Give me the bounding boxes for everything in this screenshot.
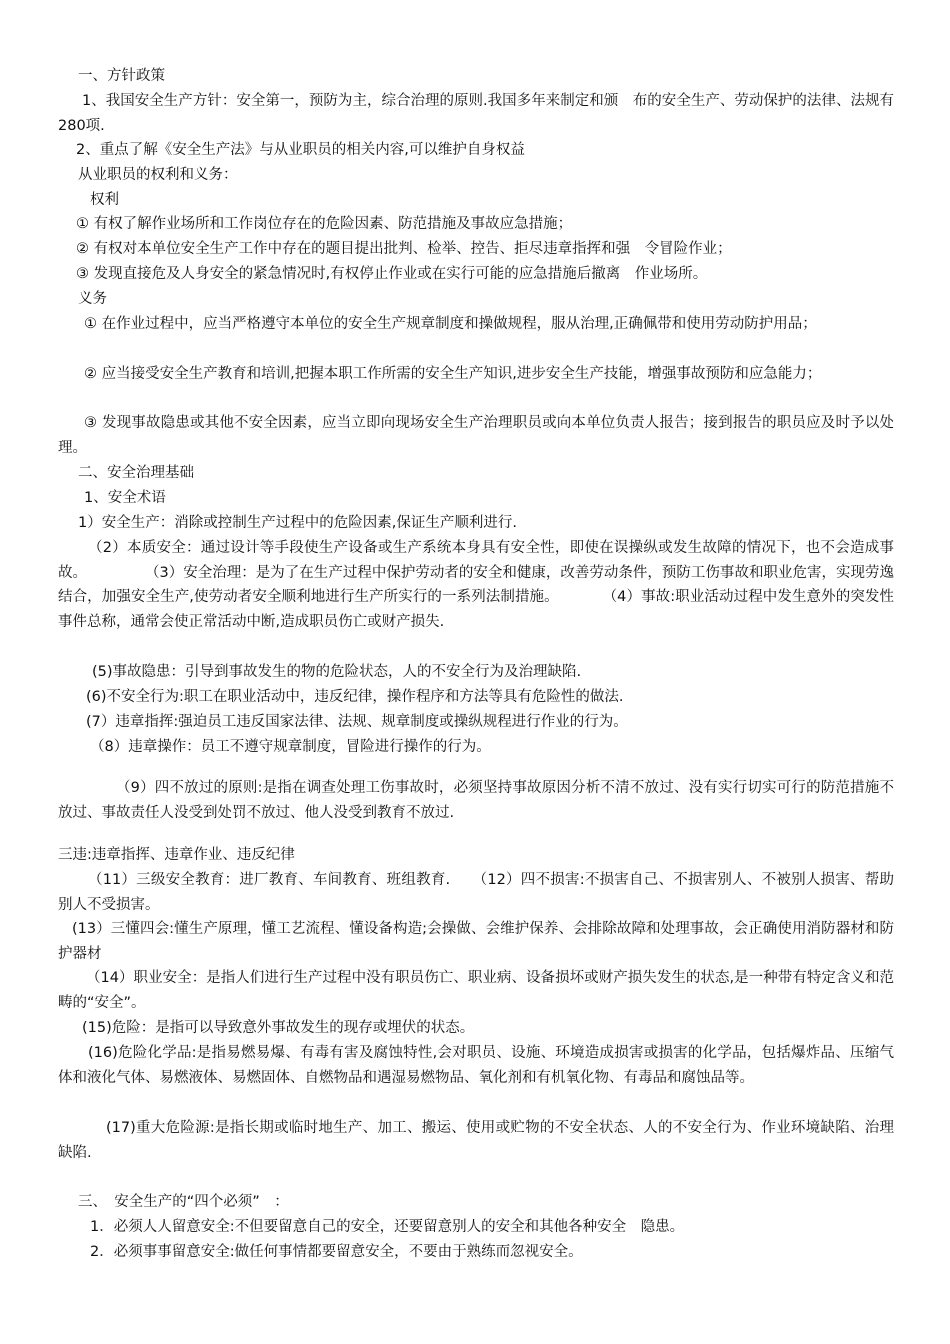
duty-item-2: ② 应当接受安全生产教育和培训,把握本职工作所需的安全生产知识,进步安全生产技能，增强事故预防和应急能力； — [84, 366, 822, 382]
term-8: （8）违章操作：员工不遵守规章制度，冒险进行操作的行为。 — [90, 739, 491, 755]
term-9: （9）四不放过的原则:是指在调查处理工伤事故时，必须坚持事故原因分析不清不放过、没有实行切实可行的防范措施不放过、事故责任人没受到处罚不放过、他人没受到教育不放过. — [58, 780, 894, 821]
terms-11-12: （11）三级安全教育：进厂教育、车间教育、班组教育. （12）四不损害:不损害自己、不损害别人、不被别人损害、帮助别人不受损害。 — [58, 872, 894, 913]
term-5: (5)事故隐患：引导到事故发生的物的危险状态，人的不安全行为及治理缺陷. — [92, 664, 582, 680]
term-10: 三违:违章指挥、违章作业、违反纪律 — [58, 847, 295, 863]
right-item-1: ① 有权了解作业场所和工作岗位存在的危险因素、防范措施及事故应急措施； — [76, 216, 573, 232]
term-13: (13）三懂四会:懂生产原理，懂工艺流程、懂设备构造;会操做、会维护保养、会排除故障和处理事故，会正确使用消防器材和防护器材 — [58, 921, 894, 962]
term-15: (15)危险：是指可以导致意外事故发生的现存或埋伏的状态。 — [82, 1020, 475, 1036]
terms-2-4: （2）本质安全：通过设计等手段使生产设备或生产系统本身具有安全性，即使在误操纵或发生故障的情况下，也不会造成事故。 （3）安全治理：是为了在生产过程中保护劳动者的安全和健康，改善劳动条件，预防工伤事故和职业危害，实现劳逸结合，加强安全生产,使劳动者安全顺利地进行生产所实行的一系列法制措施。 （4）事故:职业活动过程中发生意外的突发性事件总称，通常会使正常活动中断,造成职员伤亡或财产损失. — [58, 540, 894, 630]
term-1: 1）安全生产：消除或控制生产过程中的危险因素,保证生产顺利进行. — [78, 515, 517, 531]
section-1-heading: 一、方针政策 — [78, 68, 165, 84]
duties-heading: 义务 — [78, 291, 107, 307]
policy-paragraph-1: 1、我国安全生产方针：安全第一，预防为主，综合治理的原则.我国多年来制定和颁 布的安全生产、劳动保护的法律、法规有280项. — [58, 93, 894, 134]
term-17: (17)重大危险源:是指长期或临时地生产、加工、搬运、使用或贮物的不安全状态、人的不安全行为、作业环境缺陷、治理缺陷. — [58, 1120, 894, 1161]
right-item-3: ③ 发现直接危及人身安全的紧急情况时,有权停止作业或在实行可能的应急措施后撤离 作业场所。 — [76, 266, 708, 282]
rights-duties-intro: 从业职员的权利和义务： — [78, 167, 238, 183]
section-2-heading: 二、安全治理基础 — [78, 465, 194, 481]
duty-item-1: ① 在作业过程中，应当严格遵守本单位的安全生产规章制度和操做规程，服从治理,正确佩带和使用劳动防护用品； — [84, 316, 817, 332]
term-16: (16)危险化学品:是指易燃易爆、有毒有害及腐蚀特性,会对职员、设施、环境造成损害或损害的化学品，包括爆炸品、压缩气体和液化气体、易燃液体、易燃固体、自燃物品和遇湿易燃物品、氧化剂和有机氧化物、有毒品和腐蚀品等。 — [58, 1045, 894, 1086]
must-item-1: 1．必须人人留意安全:不但要留意自己的安全，还要留意别人的安全和其他各种安全 隐患。 — [90, 1219, 685, 1235]
duty-item-3: ③ 发现事故隐患或其他不安全因素，应当立即向现场安全生产治理职员或向本单位负责人报告；接到报告的职员应及时予以处理。 — [58, 415, 894, 456]
term-7: (7）违章指挥:强迫员工违反国家法律、法规、规章制度或操纵规程进行作业的行为。 — [86, 714, 628, 730]
right-item-2: ② 有权对本单位安全生产工作中存在的题目提出批判、检举、控告、拒尽违章指挥和强 令冒险作业； — [76, 241, 732, 257]
section-2-subheading: 1、安全术语 — [84, 490, 166, 506]
rights-heading: 权利 — [90, 192, 119, 208]
term-14: （14）职业安全：是指人们进行生产过程中没有职员伤亡、职业病、设备损坏或财产损失发生的状态,是一种带有特定含义和范畴的“安全”。 — [58, 970, 894, 1011]
term-6: (6)不安全行为:职工在职业活动中，违反纪律，操作程序和方法等具有危险性的做法. — [86, 689, 624, 705]
policy-paragraph-2: 2、重点了解《安全生产法》与从业职员的相关内容,可以维护自身权益 — [76, 142, 525, 158]
must-item-2: 2．必须事事留意安全:做任何事情都要留意安全，不要由于熟练而忽视安全。 — [90, 1244, 583, 1260]
section-3-heading: 三、 安全生产的“四个必须” ： — [78, 1194, 289, 1210]
